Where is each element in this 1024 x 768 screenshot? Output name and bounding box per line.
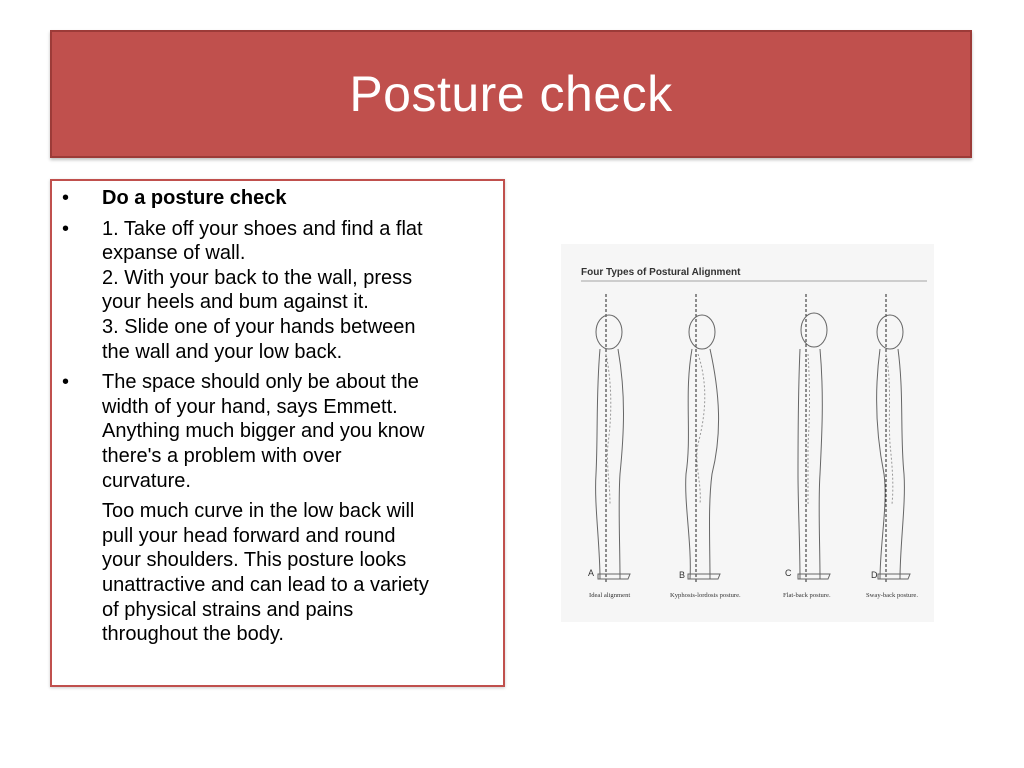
panel-letter: D	[871, 570, 878, 580]
bullet-line: there's a problem with over	[102, 444, 342, 467]
panel-caption: Flat-back posture.	[783, 592, 831, 599]
bullet-line: pull your head forward and round	[102, 524, 396, 547]
bullet-heading: Do a posture check	[102, 187, 287, 209]
bullet-line: throughout the body.	[102, 623, 284, 646]
bullet-line: your heels and bum against it.	[102, 291, 369, 314]
posture-figure	[561, 244, 934, 622]
bullet-icon: •	[62, 371, 70, 394]
content-box	[50, 179, 505, 687]
bullet-line: expanse of wall.	[102, 242, 246, 265]
bullet-item	[60, 370, 489, 647]
panel-letter: A	[588, 568, 595, 578]
bullet-line: curvature.	[102, 469, 191, 492]
posture-figure-a	[596, 294, 630, 582]
bullet-line: of physical strains and pains	[102, 598, 354, 621]
title-banner	[50, 30, 972, 158]
bullet-line: your shoulders. This posture looks	[102, 549, 407, 572]
posture-figure-b	[686, 294, 720, 582]
bullet-line: The space should only be about the	[102, 371, 419, 394]
bullet-icon: •	[62, 217, 70, 240]
bullet-icon: •	[62, 187, 70, 209]
bullet-line: unattractive and can lead to a variety	[102, 573, 429, 596]
bullet-line: Anything much bigger and you know	[102, 420, 425, 443]
bullet-line: 3. Slide one of your hands between	[102, 315, 416, 338]
panel-letter: B	[679, 570, 686, 580]
bullet-item	[60, 186, 489, 211]
bullet-item	[60, 217, 489, 365]
bullet-line: the wall and your low back.	[102, 340, 343, 363]
slide-title: Posture check	[349, 66, 673, 122]
panel-letter: C	[785, 568, 792, 578]
bullet-line: Too much curve in the low back will	[102, 500, 415, 523]
posture-figure-d	[877, 294, 910, 582]
panel-caption: Ideal alignment	[589, 592, 631, 599]
figure-title: Four Types of Postural Alignment	[581, 267, 741, 278]
bullet-line: 1. Take off your shoes and find a flat	[102, 217, 423, 240]
panel-caption: Kyphosis-lordosis posture.	[670, 592, 741, 599]
panel-caption: Sway-back posture.	[866, 592, 919, 599]
bullet-line: 2. With your back to the wall, press	[102, 266, 413, 289]
posture-figure-c	[798, 294, 830, 582]
bullet-list	[52, 181, 503, 647]
posture-illustration	[561, 244, 934, 622]
bullet-line: width of your hand, says Emmett.	[102, 395, 398, 418]
